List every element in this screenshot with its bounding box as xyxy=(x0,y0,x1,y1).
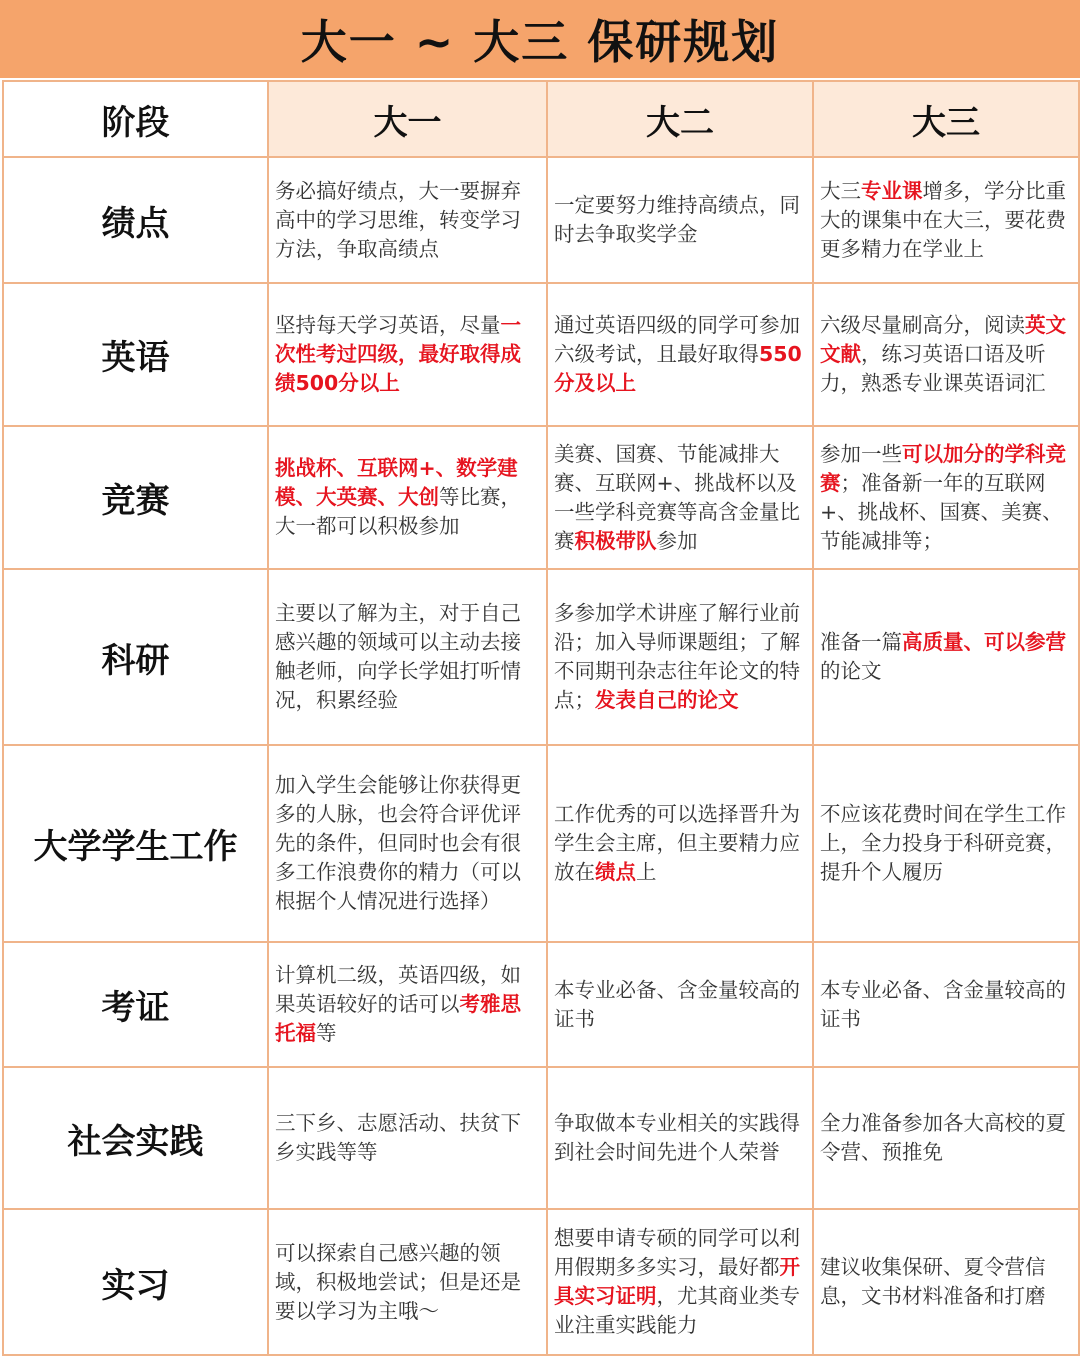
plan-cell-year-2 xyxy=(547,157,813,283)
row-stage-label: 考证 xyxy=(3,942,268,1067)
header-row xyxy=(3,81,1079,157)
highlight-text: 高质量、可以参营 xyxy=(902,630,1066,654)
cell-text: 等比赛，大一都可以积极参加 xyxy=(275,485,521,538)
cell-text: 多参加学术讲座了解行业前沿；加入导师课题组；了解不同期刊杂志往年论文的特点； xyxy=(554,601,800,712)
cell-text: 本专业必备、含金量较高的证书 xyxy=(554,977,800,1031)
plan-cell-year-3 xyxy=(813,745,1079,942)
plan-cell-year-1 xyxy=(268,157,547,283)
plan-cell-year-1 xyxy=(268,745,547,942)
cell-text: ，练习英语口语及听力，熟悉专业课英语词汇 xyxy=(820,342,1046,395)
cell-text: 主要以了解为主，对于自己感兴趣的领域可以主动去接触老师，向学长学姐打听情况，积累经验 xyxy=(275,601,521,712)
cell-text: ；准备新一年的互联网+、挑战杯、国赛、美赛、节能减排等； xyxy=(820,470,1063,553)
cell-text: 等 xyxy=(316,1021,337,1045)
cell-text: 准备一篇 xyxy=(820,630,902,654)
highlight-text: 积极带队 xyxy=(574,528,657,553)
table-row-certificate xyxy=(3,942,1079,1067)
cell-text: 加入学生会能够让你获得更多的人脉，也会符合评优评先的条件，但同时也会有很多工作浪费你的精力（可以根据个人情况进行选择） xyxy=(275,773,521,913)
plan-cell-year-3 xyxy=(813,426,1079,569)
plan-cell-year-1 xyxy=(268,942,547,1067)
highlight-text: 专业课 xyxy=(861,178,923,203)
plan-body xyxy=(3,157,1079,1355)
cell-text: 可以探索自己感兴趣的领域，积极地尝试；但是还是要以学习为主哦～ xyxy=(275,1240,521,1323)
table-row-english xyxy=(3,283,1079,426)
highlight-text: 550分及以上 xyxy=(554,342,802,395)
row-stage-label: 英语 xyxy=(3,283,268,426)
plan-cell-year-2 xyxy=(547,283,813,426)
cell-text: 大三 xyxy=(820,178,861,203)
row-stage-label: 社会实践 xyxy=(3,1067,268,1209)
cell-text: 争取做本专业相关的实践得到社会时间先进个人荣誉 xyxy=(554,1111,800,1164)
highlight-text: 考雅思托福 xyxy=(275,992,521,1045)
table-row-internship xyxy=(3,1209,1079,1355)
cell-text: 参加 xyxy=(656,528,698,553)
plan-cell-year-2 xyxy=(547,426,813,569)
cell-text: 六级尽量刷高分，阅读 xyxy=(820,313,1025,337)
highlight-text: 发表自己的论文 xyxy=(595,688,739,712)
plan-cell-year-2 xyxy=(547,1067,813,1209)
highlight-text: 绩点 xyxy=(595,860,636,884)
row-stage-label: 实习 xyxy=(3,1209,268,1355)
cell-text: 工作优秀的可以选择晋升为学生会主席，但主要精力应放在 xyxy=(554,802,800,884)
row-stage-label: 绩点 xyxy=(3,157,268,283)
cell-text: 增多，学分比重大的课集中在大三，要花费更多精力在学业上 xyxy=(820,178,1066,261)
highlight-text: 可以加分的学科竞赛 xyxy=(820,441,1066,495)
cell-text: 参加一些 xyxy=(820,441,902,466)
header-stage: 阶段 xyxy=(3,81,268,157)
highlight-text: 一次性考过四级，最好取得成绩500分以上 xyxy=(275,313,521,395)
cell-text: 不应该花费时间在学生工作上，全力投身于科研竞赛，提升个人履历 xyxy=(820,802,1066,884)
table-row-social-practice xyxy=(3,1067,1079,1209)
cell-text: 计算机二级，英语四级，如果英语较好的话可以 xyxy=(275,963,521,1016)
cell-text: 坚持每天学习英语，尽量 xyxy=(275,313,501,337)
cell-text: ，尤其商业类专业注重实践能力 xyxy=(554,1284,800,1337)
cell-text: 三下乡、志愿活动、扶贫下乡实践等等 xyxy=(275,1111,521,1164)
plan-table xyxy=(2,80,1080,1356)
row-stage-label: 大学学生工作 xyxy=(3,745,268,942)
header-year-1: 大一 xyxy=(268,81,547,157)
highlight-text: 开具实习证明 xyxy=(554,1255,800,1308)
table-row-gpa xyxy=(3,157,1079,283)
table-row-student-work xyxy=(3,745,1079,942)
plan-cell-year-3 xyxy=(813,942,1079,1067)
header-year-2: 大二 xyxy=(547,81,813,157)
plan-cell-year-2 xyxy=(547,569,813,745)
plan-cell-year-1 xyxy=(268,426,547,569)
cell-text: 建议收集保研、夏令营信息，文书材料准备和打磨 xyxy=(820,1255,1046,1308)
cell-text: 全力准备参加各大高校的夏令营、预推免 xyxy=(820,1111,1066,1164)
plan-cell-year-3 xyxy=(813,283,1079,426)
page-title: 大一 ~ 大三 保研规划 xyxy=(0,0,1080,78)
table-row-competition xyxy=(3,426,1079,569)
plan-cell-year-1 xyxy=(268,1067,547,1209)
cell-text: 美赛、国赛、节能减排大赛、互联网+、挑战杯以及一些学科竞赛等高含金量比赛 xyxy=(554,441,800,553)
plan-cell-year-3 xyxy=(813,1209,1079,1355)
plan-cell-year-1 xyxy=(268,1209,547,1355)
highlight-text: 挑战杯、互联网+、数学建模、大英赛、大创 xyxy=(275,456,518,509)
plan-cell-year-3 xyxy=(813,569,1079,745)
cell-text: 通过英语四级的同学可参加六级考试，且最好取得 xyxy=(554,313,800,366)
highlight-text: 英文文献 xyxy=(820,313,1066,366)
plan-cell-year-3 xyxy=(813,1067,1079,1209)
header-year-3: 大三 xyxy=(813,81,1079,157)
plan-cell-year-1 xyxy=(268,569,547,745)
cell-text: 一定要努力维持高绩点，同时去争取奖学金 xyxy=(554,193,800,246)
cell-text: 本专业必备、含金量较高的证书 xyxy=(820,977,1066,1031)
plan-cell-year-3 xyxy=(813,157,1079,283)
plan-cell-year-1 xyxy=(268,283,547,426)
cell-text: 的论文 xyxy=(820,659,882,683)
plan-cell-year-2 xyxy=(547,1209,813,1355)
cell-text: 上 xyxy=(636,860,657,884)
plan-cell-year-2 xyxy=(547,942,813,1067)
table-row-research xyxy=(3,569,1079,745)
row-stage-label: 科研 xyxy=(3,569,268,745)
cell-text: 务必搞好绩点，大一要摒弃高中的学习思维，转变学习方法，争取高绩点 xyxy=(275,178,521,261)
row-stage-label: 竞赛 xyxy=(3,426,268,569)
plan-cell-year-2 xyxy=(547,745,813,942)
cell-text: 想要申请专硕的同学可以利用假期多多实习，最好都 xyxy=(554,1226,800,1279)
